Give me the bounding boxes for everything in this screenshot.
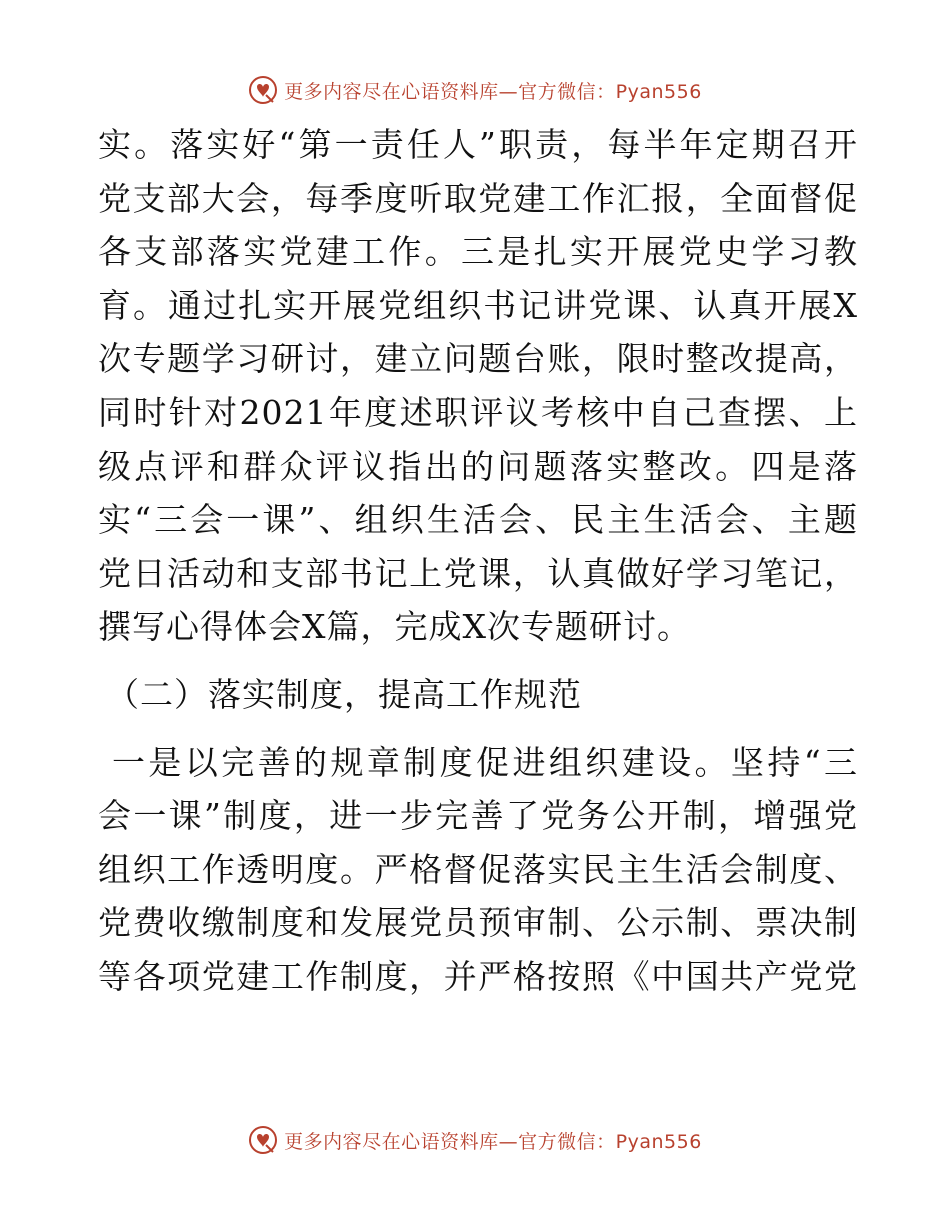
body-line: 党支部大会，每季度听取党建工作汇报，全面督促 <box>98 178 858 218</box>
watermark-text: 更多内容尽在心语资料库—官方微信：Pyan556 <box>284 80 702 103</box>
heart-pen-logo-icon <box>248 75 278 105</box>
body-line: 次专题学习研讨，建立问题台账，限时整改提高， <box>98 339 858 379</box>
body-line: 组织工作透明度。严格督促落实民主生活会制度、 <box>98 849 858 889</box>
body-line: 撰写心得体会X篇，完成X次专题研讨。 <box>98 607 691 647</box>
body-line: 各支部落实党建工作。三是扎实开展党史学习教 <box>98 232 858 272</box>
body-line: 实。落实好“第一责任人”职责，每半年定期召开 <box>98 125 858 164</box>
body-line: 实“三会一课”、组织生活会、民主生活会、主题 <box>98 500 858 540</box>
body-line: 党日活动和支部书记上党课，认真做好学习笔记， <box>98 553 858 593</box>
body-line: 等各项党建工作制度，并严格按照《中国共产党党 <box>98 956 858 996</box>
document-body <box>98 118 858 1004</box>
body-line: 同时针对2021年度述职评议考核中自己查摆、上 <box>98 392 858 432</box>
body-line: 党费收缴制度和发展党员预审制、公示制、票决制 <box>98 903 858 943</box>
watermark-text: 更多内容尽在心语资料库—官方微信：Pyan556 <box>284 1130 702 1153</box>
body-line: 会一课”制度，进一步完善了党务公开制，增强党 <box>98 796 858 836</box>
body-line: 级点评和群众评议指出的问题落实整改。四是落 <box>98 446 858 486</box>
watermark-header <box>0 70 950 110</box>
body-line: 一是以完善的规章制度促进组织建设。坚持“三 <box>112 742 858 782</box>
watermark-footer <box>0 1120 950 1160</box>
body-line: 育。通过扎实开展党组织书记讲党课、认真开展X <box>98 285 858 325</box>
section-heading: （二）落实制度，提高工作规范 <box>106 674 582 714</box>
heart-pen-logo-icon <box>248 1125 278 1155</box>
